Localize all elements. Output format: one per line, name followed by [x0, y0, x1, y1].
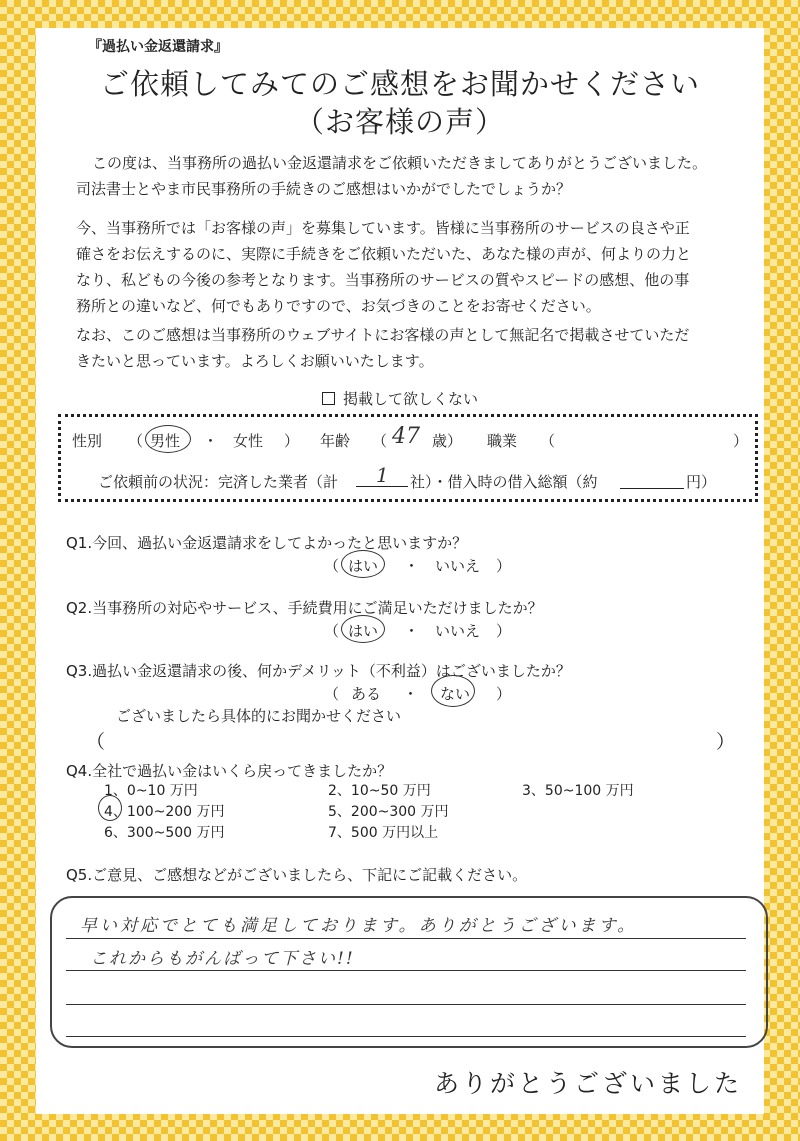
- q3-dot: ・: [403, 685, 419, 703]
- job-paren-close: ）: [733, 432, 749, 450]
- q4-option-2[interactable]: 2、10~50 万円: [328, 783, 431, 799]
- closing-thanks: ありがとうございました: [433, 1069, 742, 1098]
- male-circle-mark: [145, 425, 191, 453]
- q4-option-3[interactable]: 3、50~100 万円: [522, 783, 634, 799]
- job-paren-open: （: [540, 432, 556, 450]
- q3-detail-open: （: [86, 731, 106, 753]
- q3-no-circle-mark: [431, 675, 475, 707]
- q1-yes[interactable]: はい: [348, 557, 379, 575]
- q3-detail-close: ）: [716, 731, 736, 753]
- q2-yes-circle-mark: [341, 615, 385, 643]
- status-mid: 社）・借入時の借入総額（約: [410, 473, 598, 491]
- intro-p1-line2: 司法書士とやま市民事務所の手続きのご感想はいかがでしたでしょうか？: [76, 180, 572, 198]
- job-label: 職業: [487, 432, 518, 450]
- comment-rule-1: [66, 938, 746, 939]
- company-count-value: 1: [376, 463, 389, 487]
- gender-male[interactable]: 男性: [150, 432, 181, 450]
- form-tag: 『過払い金返還請求』: [88, 39, 228, 55]
- intro-p2-line3: なり、私どもの今後の参考となります。当事務所のサービスの質やスピードの感想、他の事: [76, 271, 690, 289]
- no-publish-label: 掲載して欲しくない: [342, 390, 478, 408]
- q1-question: Q1.今回、過払い金返還請求をしてよかったと思いますか？: [66, 534, 468, 552]
- gender-dot: ・: [203, 432, 219, 450]
- gender-label: 性別: [72, 432, 103, 450]
- q3-question: Q3.過払い金返還請求の後、何かデメリット（不利益）はございましたか？: [66, 662, 571, 680]
- q4-option-6[interactable]: 6、300~500 万円: [104, 825, 225, 841]
- age-value[interactable]: 47: [392, 424, 420, 449]
- q1-dot: ・: [404, 557, 420, 575]
- intro-p1-line1: この度は、当事務所の過払い金返還請求をご依頼いただきましてありがとうございました。: [92, 154, 708, 172]
- no-publish-checkbox[interactable]: [322, 392, 335, 405]
- gender-paren-open: （: [128, 432, 144, 450]
- q4-option-1[interactable]: 1、0~10 万円: [104, 783, 198, 799]
- q4-option-4-circle-mark: [98, 795, 122, 821]
- age-label: 年齢: [320, 432, 351, 450]
- q3-yes[interactable]: ある: [351, 685, 382, 703]
- q2-question: Q2.当事務所の対応やサービス、手続費用にご満足いただけましたか？: [66, 599, 543, 617]
- gender-female[interactable]: 女性: [233, 432, 264, 450]
- q2-paren-close: ）: [496, 622, 512, 640]
- no-publish-option[interactable]: [0, 388, 800, 409]
- q3-paren-open: （: [324, 685, 340, 703]
- age-unit: 歳）: [432, 432, 463, 450]
- q4-option-7[interactable]: 7、500 万円以上: [328, 825, 439, 841]
- q1-paren-open: （: [324, 557, 340, 575]
- q3-no[interactable]: ない: [440, 685, 471, 703]
- comment-rule-2: [66, 970, 746, 971]
- status-prefix: ご依頼前の状況：完済した業者（計: [98, 473, 339, 491]
- q2-paren-open: （: [324, 622, 340, 640]
- page-subtitle: （お客様の声）: [294, 105, 505, 139]
- comment-line-1: 早い対応でとても満足しております。ありがとうございます。: [80, 916, 638, 936]
- loan-total-field[interactable]: [620, 466, 684, 489]
- intro-p2-line2: 確さをお伝えするのに、実際に手続きをご依頼いただいた、あなた様の声が、何よりの力と: [76, 245, 692, 263]
- q3-paren-close: ）: [496, 685, 512, 703]
- comment-rule-4: [66, 1036, 746, 1037]
- intro-p2-line4: 務所との違いなど、何でもありですので、お気づきのことをお寄せください。: [76, 297, 601, 315]
- q4-option-5[interactable]: 5、200~300 万円: [328, 804, 449, 820]
- status-suffix: 円）: [686, 473, 717, 491]
- q1-yes-circle-mark: [341, 550, 385, 578]
- q2-yes[interactable]: はい: [348, 622, 379, 640]
- q2-dot: ・: [404, 622, 420, 640]
- q5-question: Q5.ご意見、ご感想などがございましたら、下記にご記載ください。: [66, 866, 528, 884]
- intro-p3-line2: きたいと思っています。よろしくお願いいたします。: [76, 352, 434, 370]
- comment-rule-3: [66, 1004, 746, 1005]
- comment-line-2: これからもがんばって下さい!!: [90, 949, 355, 969]
- q4-question: Q4.全社で過払い金はいくら戻ってきましたか？: [66, 762, 393, 780]
- age-paren-open: （: [372, 432, 388, 450]
- q3-detail-field[interactable]: [108, 724, 708, 748]
- q3-followup: ございましたら具体的にお聞かせください: [116, 707, 402, 725]
- q2-no[interactable]: いいえ: [435, 622, 481, 640]
- intro-p3-line1: なお、このご感想は当事務所のウェブサイトにお客様の声として無記名で掲載させていただ: [76, 326, 690, 344]
- page-title: ご依頼してみてのご感想をお聞かせください: [99, 67, 700, 101]
- intro-p2-line1: 今、当事務所では「お客様の声」を募集しています。皆様に当事務所のサービスの良さや正: [76, 219, 690, 237]
- q1-paren-close: ）: [496, 557, 512, 575]
- q1-no[interactable]: いいえ: [435, 557, 481, 575]
- gender-paren-close: ）: [284, 432, 300, 450]
- q4-option-4[interactable]: 4、100~200 万円: [104, 804, 225, 820]
